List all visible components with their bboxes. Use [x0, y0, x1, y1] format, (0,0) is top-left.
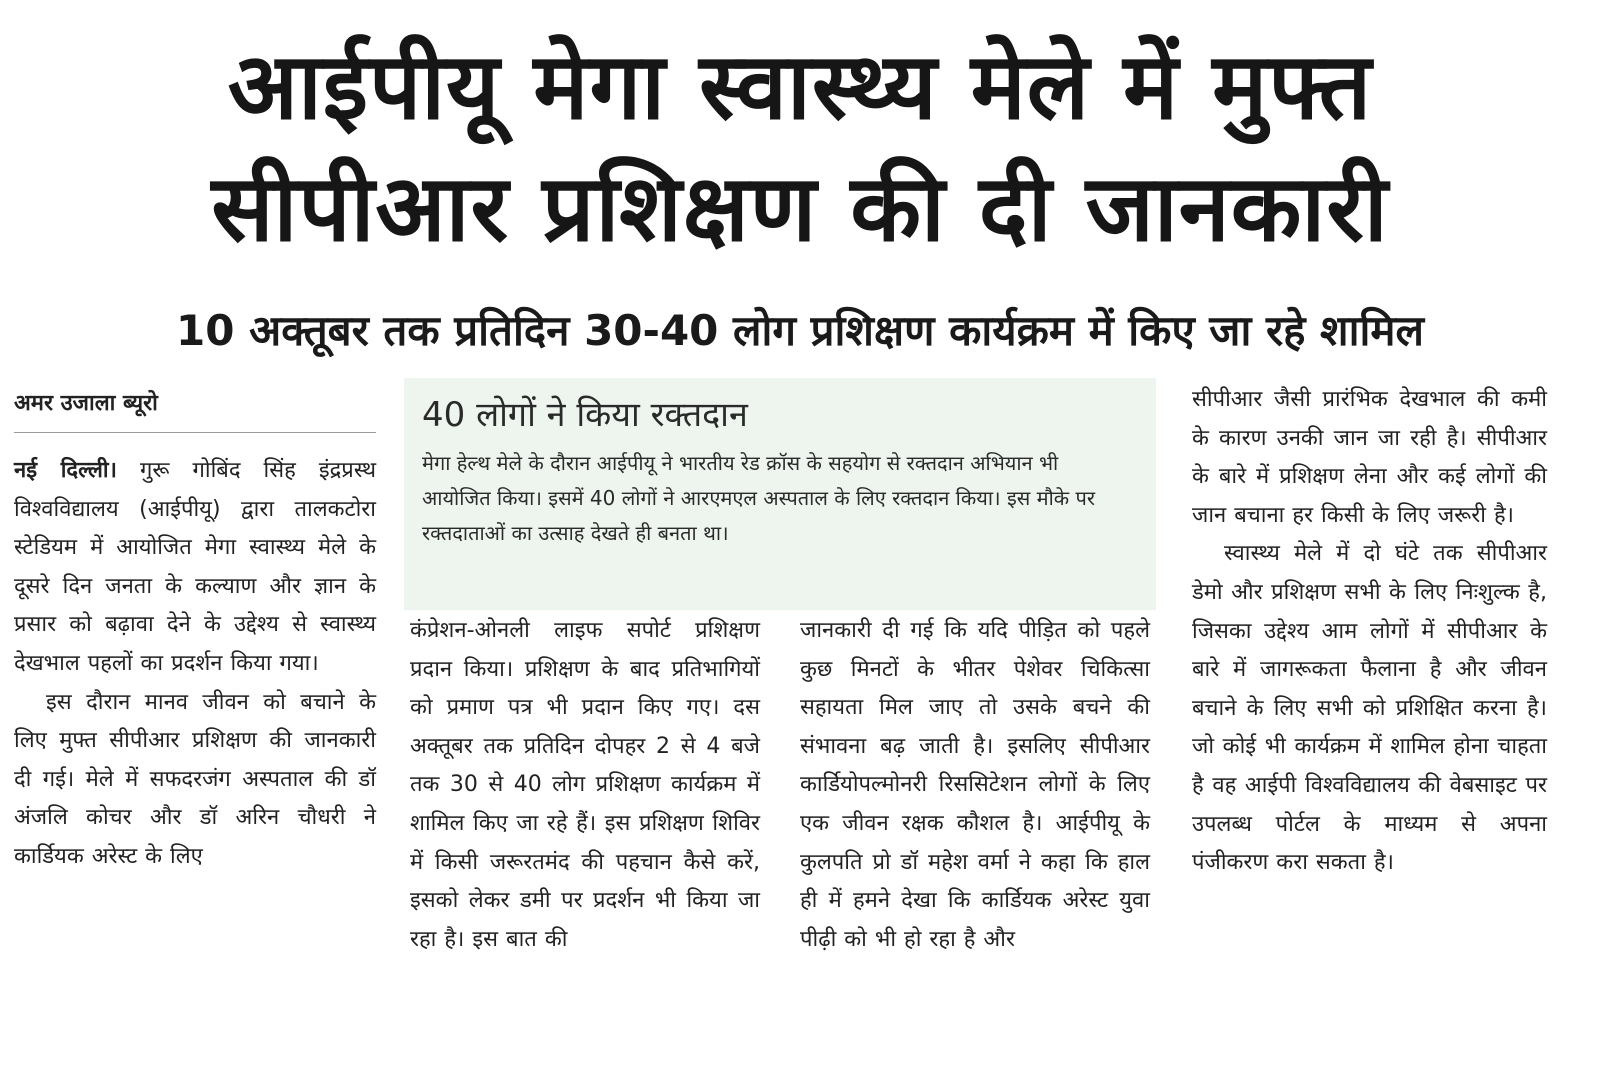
boxed-story: [404, 378, 1156, 610]
headline-line-2: सीपीआर प्रशिक्षण की दी जानकारी: [211, 155, 1389, 262]
boxed-story-title: 40 लोगों ने किया रक्तदान: [422, 395, 748, 435]
headline-line-1: आईपीयू मेगा स्वास्थ्य मेले में मुफ्त: [227, 33, 1373, 140]
article-column-4: [1192, 381, 1547, 883]
paragraph-text: गुरू गोबिंद सिंह इंद्रप्रस्थ विश्वविद्यालय (आईपीयू) द्वारा तालकटोरा स्टेडियम में आयोजित मेगा स्वास्थ्य मेले के दूसरे दिन जनता के कल्याण और ज्ञान के प्रसार को बढ़ावा देने के उद्देश्य से स्वास्थ्य देखभाल पहलों का प्रदर्शन किया गया।: [14, 458, 377, 676]
paragraph: कंप्रेशन-ओनली लाइफ सपोर्ट प्रशिक्षण प्रदान किया। प्रशिक्षण के बाद प्रतिभागियों को प्रमाण पत्र भी प्रदान किए गए। दस अक्तूबर तक प्रतिदिन दोपहर 2 से 4 बजे तक 30 से 40 लोग प्रशिक्षण कार्यक्रम में शामिल किए जा रहे हैं। इस प्रशिक्षण शिविर में किसी जरूरतमंद की पहचान कैसे करें, इसको लेकर डमी पर प्रदर्शन भी किया जा रहा है। इस बात की: [410, 618, 760, 952]
subheadline: 10 अक्तूबर तक प्रतिदिन 30-40 लोग प्रशिक्षण कार्यक्रम में किए जा रहे शामिल: [176, 306, 1424, 355]
article-column-1: [14, 452, 376, 877]
dateline: नई दिल्ली।: [14, 458, 117, 483]
byline-divider: [14, 432, 376, 433]
paragraph: सीपीआर जैसी प्रारंभिक देखभाल की कमी के कारण उनकी जान जा रही है। सीपीआर के बारे में प्रशिक्षण लेना और कई लोगों की जान बचाना हर किसी के लिए जरूरी है।: [1192, 387, 1547, 528]
article-column-3: [800, 612, 1150, 959]
paragraph: स्वास्थ्य मेले में दो घंटे तक सीपीआर डेमो और प्रशिक्षण सभी के लिए निःशुल्क है, जिसका उद्देश्य आम लोगों में सीपीआर के बारे में जागरूकता फैलाना है और जीवन बचाने के लिए सभी को प्रशिक्षित करना है। जो कोई भी कार्यक्रम में शामिल होना चाहता है वह आईपी विश्वविद्यालय की वेबसाइट पर उपलब्ध पोर्टल के माध्यम से अपना पंजीकरण करा सकता है।: [1192, 541, 1547, 876]
article-column-2: [410, 612, 760, 959]
byline: अमर उजाला ब्यूरो: [14, 391, 158, 416]
paragraph: [14, 452, 376, 684]
boxed-story-body: मेगा हेल्थ मेले के दौरान आईपीयू ने भारतीय रेड क्रॉस के सहयोग से रक्तदान अभियान भी आयोजित किया। इसमें 40 लोगों ने आरएमएल अस्पताल के लिए रक्तदान किया। इस मौके पर रक्तदाताओं का उत्साह देखते ही बनता था।: [422, 451, 1096, 545]
paragraph: इस दौरान मानव जीवन को बचाने के लिए मुफ्त सीपीआर प्रशिक्षण की जानकारी दी गई। मेले में सफदरजंग अस्पताल की डॉ अंजलि कोचर और डॉ अरिन चौधरी ने कार्डियक अरेस्ट के लिए: [14, 689, 376, 869]
paragraph: जानकारी दी गई कि यदि पीड़ित को पहले कुछ मिनटों के भीतर पेशेवर चिकित्सा सहायता मिल जाए तो उसके बचने की संभावना बढ़ जाती है। इसलिए सीपीआर कार्डियोपल्मोनरी रिससिटेशन लोगों के लिए एक जीवन रक्षक कौशल है। आईपीयू के कुलपति प्रो डॉ महेश वर्मा ने कहा कि हाल ही में हमने देखा कि कार्डियक अरेस्ट युवा पीढ़ी को भी हो रहा है और: [800, 618, 1150, 952]
